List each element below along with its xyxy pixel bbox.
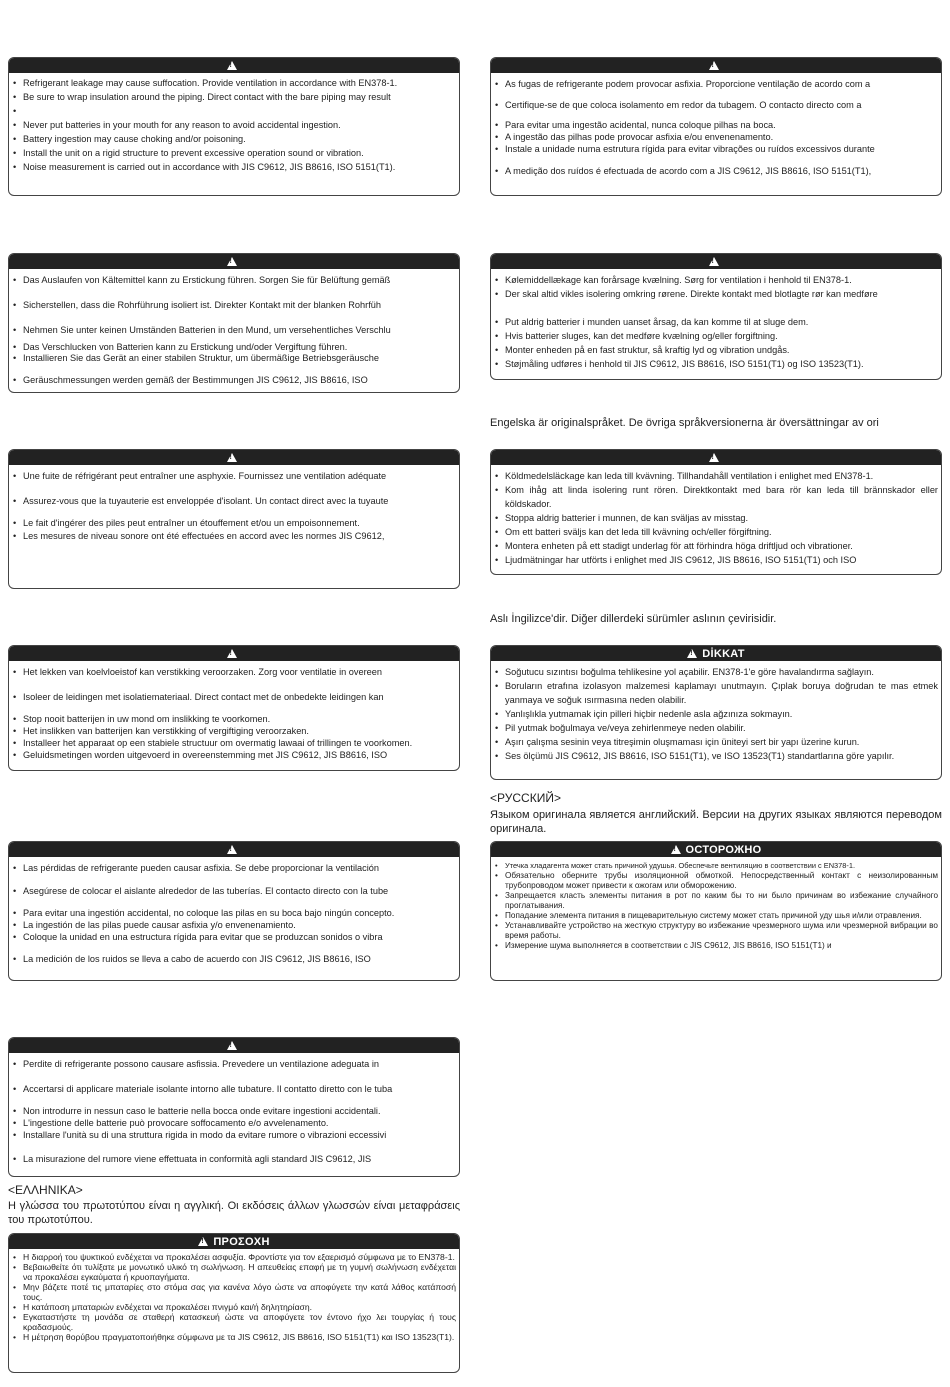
warning-icon [709, 453, 719, 462]
caution-header [9, 1234, 459, 1249]
list-item: • Измерение шума выполняется в соответствии с JIS C9612, JIS B8616, ISO 5151(T1) и [495, 941, 938, 951]
warning-list [9, 1053, 459, 1169]
list-item: • Hvis batterier sluges, kan det medføre kvælning og/eller forgiftning. [495, 329, 938, 343]
list-item: • Installeer het apparaat op een stabiele structuur om overmatig lawaai of trillingen te voorkomen. [13, 737, 456, 749]
list-item: • Non introdurre in nessun caso le batterie nella bocca onde evitare ingestioni accidentali. [13, 1105, 456, 1117]
list-item: • Aşırı çalışma sesinin veya titreşimin oluşmaması için üniteyi sert bir yapı üzerine kurun. [495, 735, 938, 749]
list-item: • Ljudmätningar har utförts i enlighet med JIS C9612, JIS B8616, ISO 5151(T1) och ISO [495, 553, 938, 567]
list-item: • Устанавливайте устройство на жесткую структуру во избежание чрезмерного шума или чрезмерной вибрации во время работы. [495, 921, 938, 941]
warning-header [9, 646, 459, 661]
section-intro-turkish: Aslı İngilizce'dir. Diğer dillerdeki sürümler aslının çevirisidir. [490, 613, 777, 625]
warning-header [9, 450, 459, 465]
list-item: • Boruların etrafına izolasyon malzemesi kaplamayı unutmayın. Çıplak boruya doğrudan te mas etmek yanmaya ve soğuk ısırmasına neden olabilir. [495, 679, 938, 707]
caution-label: DİKKAT [702, 647, 745, 660]
warning-icon [709, 61, 719, 70]
warning-list [9, 661, 459, 764]
list-item: • Η διαρροή του ψυκτικού ενδέχεται να προκαλέσει ασφυξία. Φροντίστε για τον εξαερισμό σύμφωνα με το EN378-1. [13, 1252, 456, 1262]
caution-list [9, 1249, 459, 1345]
warning-list [491, 465, 941, 570]
warning-header [9, 254, 459, 269]
warning-icon [227, 845, 237, 854]
caution-list [491, 857, 941, 954]
list-item: • Støjmåling udføres i henhold til JIS C9612, JIS B8616, ISO 5151(T1) og ISO 13523(T1). [495, 357, 938, 371]
list-item: • Para evitar uma ingestão acidental, nunca coloque pilhas na boca. [495, 119, 938, 131]
list-item: • Be sure to wrap insulation around the piping. Direct contact with the bare piping may result [13, 90, 456, 104]
list-item: • Yanlışlıkla yutmamak için pilleri hiçbir nedenle asla ağzınıza sokmayın. [495, 707, 938, 721]
section-heading-russian: <РУССКИЙ> [490, 791, 561, 805]
list-item: • Das Auslaufen von Kältemittel kann zu Erstickung führen. Sorgen Sie für Belüftung gemäß [13, 273, 456, 287]
list-item: • Installare l'unità su di una struttura rigida in modo da evitare rumore o vibrazioni eccessivi [13, 1129, 456, 1141]
list-item: • Geluidsmetingen worden uitgevoerd in overeenstemming met JIS C9612, JIS B8616, ISO [13, 749, 456, 761]
list-item: • Попадание элемента питания в пищеварительную систему может стать причиной уду шья и/или отравления. [495, 911, 938, 921]
list-item: • Μην βάζετε ποτέ τις μπαταρίες στο στόμα σας για κανένα λόγο ώστε να αποφύγετε την κατά λάθος κατάποσή τους. [13, 1282, 456, 1302]
list-item: • Monter enheden på en fast struktur, så kraftig lyd og vibration undgås. [495, 343, 938, 357]
list-item: • Βεβαιωθείτε ότι τυλίξατε με μονωτικό υλικό τη σωλήνωση. Η απευθείας επαφή με τη γυμνή σωλήνωση ενδέχεται να προκαλέσει εγκαύματα ή κρυοπαγήματα. [13, 1262, 456, 1282]
list-item: • Pil yutmak boğulmaya ve/veya zehirlenmeye neden olabilir. [495, 721, 938, 735]
section-intro-russian: Языком оригинала является английский. Версии на других языках являются переводом оригинала. [490, 809, 942, 835]
list-item: • Le fait d'ingérer des piles peut entraîner un étouffement et/ou un empoisonnement. [13, 517, 456, 529]
section-heading-greek: <ΕΛΛΗΝΙΚΑ> [8, 1183, 83, 1197]
warning-header [491, 58, 941, 73]
warning-list [491, 73, 941, 181]
list-item: • Geräuschmessungen werden gemäß der Bestimmungen JIS C9612, JIS B8616, ISO [13, 373, 456, 387]
warning-list [491, 269, 941, 374]
list-item: • Coloque la unidad en una estructura rígida para evitar que se produzcan sonidos o vibra [13, 931, 456, 943]
list-item: • Asegúrese de colocar el aislante alrededor de las tuberías. El contacto directo con la tube [13, 884, 456, 898]
warning-icon [227, 1041, 237, 1050]
list-item: • Köldmedelsläckage kan leda till kvävning. Tillhandahåll ventilation i enlighet med EN378-1. [495, 469, 938, 483]
caution-label: ΠΡΟΣΟΧΗ [213, 1235, 270, 1248]
warning-box-de [8, 253, 460, 393]
list-item: • Put aldrig batterier i munden uanset årsag, da kan komme til at sluge dem. [495, 315, 938, 329]
list-item: • L'ingestione delle batterie può provocare soffocamento e/o avvelenamento. [13, 1117, 456, 1129]
warning-header [491, 254, 941, 269]
list-item: • Утечка хладагента может стать причиной удушья. Обеспечьте вентиляцию в соответствии с EN378-1. [495, 861, 938, 871]
list-item: • Noise measurement is carried out in accordance with JIS C9612, JIS B8616, ISO 5151(T1). [13, 160, 456, 174]
warning-box-fr [8, 449, 460, 589]
list-item: • Обязательно оберните трубы изоляционной обмоткой. Непосредственный контакт с неизолированным трубопроводом может привести к ожогам или обморожению. [495, 871, 938, 891]
list-item: • La medición de los ruidos se lleva a cabo de acuerdo con JIS C9612, JIS B8616, ISO [13, 952, 456, 966]
warning-icon [709, 257, 719, 266]
list-item: • Certifique-se de que coloca isolamento em redor da tubagem. O contacto directo com a [495, 98, 938, 112]
section-intro-swedish: Engelska är originalspråket. De övriga språkversionerna är översättningar av ori [490, 417, 879, 429]
warning-icon [198, 1237, 208, 1246]
list-item: • Ses ölçümü JIS C9612, JIS B8616, ISO 5151(T1), ve ISO 13523(T1) standartlarına göre yapılır. [495, 749, 938, 763]
caution-header [491, 842, 941, 857]
list-item: • Stop nooit batterijen in uw mond om inslikking te voorkomen. [13, 713, 456, 725]
list-item: • Om ett batteri sväljs kan det leda till kvävning och/eller förgiftning. [495, 525, 938, 539]
list-item: • Battery ingestion may cause choking and/or poisoning. [13, 132, 456, 146]
warning-list [9, 73, 459, 177]
list-item: • Install the unit on a rigid structure to prevent excessive operation sound or vibration. [13, 146, 456, 160]
list-item: • Installieren Sie das Gerät an einer stabilen Struktur, um übermäßige Betriebsgeräusche [13, 353, 456, 364]
list-item: • Η μέτρηση θορύβου πραγματοποιήθηκε σύμφωνα με τα JIS C9612, JIS B8616, ISO 5151(T1) και ISO 13523(T1). [13, 1332, 456, 1342]
warning-list [9, 857, 459, 969]
list-item: • Une fuite de réfrigérant peut entraîner une asphyxie. Fournissez une ventilation adéquate [13, 469, 456, 483]
list-item: • Refrigerant leakage may cause suffocation. Provide ventilation in accordance with EN378-1. [13, 76, 456, 90]
warning-header [9, 842, 459, 857]
list-item: • As fugas de refrigerante podem provocar asfixia. Proporcione ventilação de acordo com a [495, 77, 938, 91]
list-item: • Perdite di refrigerante possono causare asfissia. Prevedere un ventilazione adeguata in [13, 1057, 456, 1071]
list-item: • Kølemiddellækage kan forårsage kvælning. Sørg for ventilation i henhold til EN378-1. [495, 273, 938, 287]
caution-header [491, 646, 941, 661]
list-item: • Das Verschlucken von Batterien kann zu Erstickung und/oder Vergiftung führen. [13, 342, 456, 353]
warning-header [9, 58, 459, 73]
list-item: • Η κατάποση μπαταριών ενδέχεται να προκαλέσει πνιγμό και/ή δηλητηρίαση. [13, 1302, 456, 1312]
list-item: • Para evitar una ingestión accidental, no coloque las pilas en su boca bajo ningún concepto. [13, 907, 456, 919]
warning-box-nl [8, 645, 460, 771]
warning-box-en [8, 57, 460, 196]
list-item: • Montera enheten på ett stadigt underlag för att förhindra höga driftljud och vibrationer. [495, 539, 938, 553]
warning-list [9, 465, 459, 546]
list-item: • Stoppa aldrig batterier i munnen, de kan sväljas av misstag. [495, 511, 938, 525]
list-item: • Isoleer de leidingen met isolatiemateriaal. Direct contact met de onbedekte leidingen kan [13, 690, 456, 704]
caution-list [491, 661, 941, 766]
list-item: • Kom ihåg att linda isolering runt rören. Direktkontakt med bara rör kan leda till brännskador eller köldskador. [495, 483, 938, 511]
warning-icon [671, 845, 681, 854]
list-item: • Der skal altid vikles isolering omkring rørene. Direkte kontakt med blotlagte rør kan medføre [495, 287, 938, 301]
list-item: • Nehmen Sie unter keinen Umständen Batterien in den Mund, um versehentliches Verschlu [13, 323, 456, 337]
list-item: • Instale a unidade numa estrutura rígida para evitar vibrações ou ruídos excessivos durante [495, 143, 938, 155]
caution-box-ru [490, 841, 942, 981]
warning-icon [227, 453, 237, 462]
list-item: • A ingestão das pilhas pode provocar asfixia e/ou envenenamento. [495, 131, 938, 143]
section-intro-greek: Η γλώσσα του πρωτοτύπου είναι η αγγλική. Οι εκδόσεις άλλων γλωσσών είναι μεταφράσεις του πρωτοτύπου. [8, 1200, 460, 1226]
list-item: • Never put batteries in your mouth for any reason to avoid accidental ingestion. [13, 118, 456, 132]
list-item: • Sicherstellen, dass die Rohrführung isoliert ist. Direkter Kontakt mit der blanken Rohrfüh [13, 298, 456, 312]
list-item: • Εγκαταστήστε τη μονάδα σε σταθερή κατασκευή ώστε να αποφύγετε τον έντονο ήχο λει τουργίας ή τους κραδασμούς. [13, 1312, 456, 1332]
list-item: • Soğutucu sızıntısı boğulma tehlikesine yol açabilir. EN378-1'e göre havalandırma sağlayın. [495, 665, 938, 679]
warning-icon [227, 649, 237, 658]
warning-icon [687, 649, 697, 658]
warning-box-it [8, 1037, 460, 1177]
warning-list [9, 269, 459, 390]
warning-box-pt [490, 57, 942, 196]
list-item: • Les mesures de niveau sonore ont été effectuées en accord avec les normes JIS C9612, [13, 529, 456, 543]
warning-header [491, 450, 941, 465]
list-item: • Het lekken van koelvloeistof kan verstikking veroorzaken. Zorg voor ventilatie in overeen [13, 665, 456, 679]
list-item: • Запрещается класть элементы питания в рот по каким бы то ни было причинам во избежание случайного проглатывания. [495, 891, 938, 911]
list-item: • Assurez-vous que la tuyauterie est enveloppée d'isolant. Un contact direct avec la tuyaute [13, 494, 456, 508]
warning-box-da [490, 253, 942, 380]
caution-label: ОСТОРОЖНО [685, 843, 762, 856]
warning-icon [227, 257, 237, 266]
caution-box-tr [490, 645, 942, 780]
warning-box-sv [490, 449, 942, 575]
list-item: • La misurazione del rumore viene effettuata in conformità agli standard JIS C9612, JIS [13, 1152, 456, 1166]
list-item: • La ingestión de las pilas puede causar asfixia y/o envenenamiento. [13, 919, 456, 931]
warning-icon [227, 61, 237, 70]
list-item: • Accertarsi di applicare materiale isolante intorno alle tubature. Il contatto diretto con le tuba [13, 1082, 456, 1096]
list-item: • Las pérdidas de refrigerante pueden causar asfixia. Se debe proporcionar la ventilación [13, 861, 456, 875]
list-item: • A medição dos ruídos é efectuada de acordo com a JIS C9612, JIS B8616, ISO 5151(T1), [495, 164, 938, 178]
caution-box-gr [8, 1233, 460, 1373]
list-item: • Het inslikken van batterijen kan verstikking of vergiftiging veroorzaken. [13, 725, 456, 737]
warning-box-es [8, 841, 460, 981]
warning-header [9, 1038, 459, 1053]
